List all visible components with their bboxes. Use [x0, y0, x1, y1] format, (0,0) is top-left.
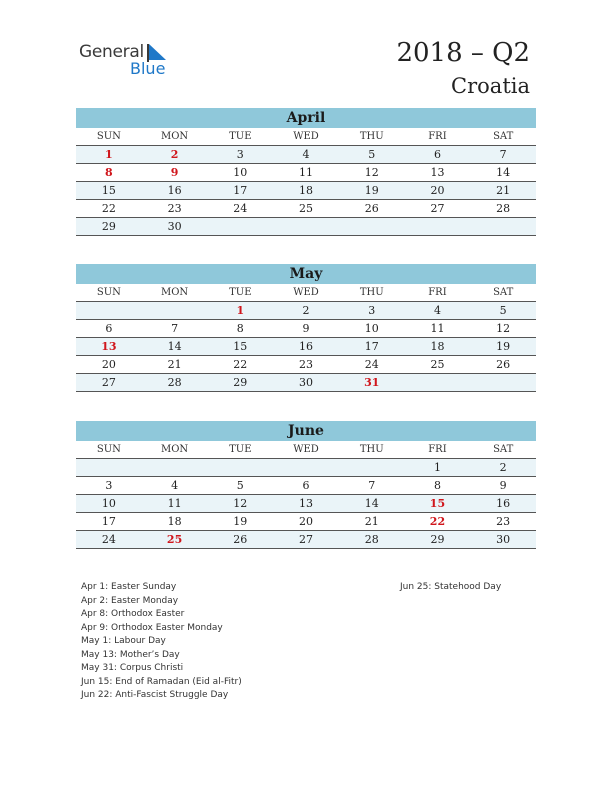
- day-cell: 3: [236, 148, 244, 161]
- day-cell: [207, 459, 273, 476]
- day-cell: 17: [364, 340, 379, 353]
- day-cell: 16: [496, 497, 511, 510]
- day-cell: [470, 218, 536, 235]
- weekday-label: TUE: [229, 131, 252, 142]
- day-cell: 18: [299, 184, 314, 197]
- holiday-day-cell: 15: [429, 497, 446, 510]
- month-title: April: [76, 108, 536, 128]
- day-cell: 2: [302, 304, 310, 317]
- holiday-note: May 13: Mother’s Day: [81, 649, 180, 660]
- day-cell: 19: [496, 340, 511, 353]
- week-row: [76, 200, 536, 218]
- day-cell: 12: [233, 497, 248, 510]
- weekday-header-row: [76, 128, 536, 146]
- day-cell: 24: [233, 202, 248, 215]
- day-cell: 27: [299, 533, 314, 546]
- week-row: [76, 477, 536, 495]
- day-cell: 27: [101, 376, 116, 389]
- day-cell: 14: [364, 497, 379, 510]
- day-cell: [207, 218, 273, 235]
- weekday-header-row: [76, 441, 536, 459]
- day-cell: 28: [167, 376, 182, 389]
- day-cell: 15: [101, 184, 116, 197]
- day-cell: 1: [433, 461, 441, 474]
- week-row: [76, 164, 536, 182]
- day-cell: 11: [167, 497, 182, 510]
- month-april: [76, 108, 536, 236]
- day-cell: [142, 302, 208, 319]
- day-cell: 29: [233, 376, 248, 389]
- day-cell: 21: [364, 515, 379, 528]
- day-cell: 26: [233, 533, 248, 546]
- holiday-note: Jun 15: End of Ramadan (Eid al-Fitr): [81, 676, 242, 687]
- holiday-note: Apr 1: Easter Sunday: [81, 582, 177, 592]
- day-cell: [470, 374, 536, 391]
- day-cell: 20: [430, 184, 445, 197]
- day-cell: 10: [233, 166, 248, 179]
- day-cell: [339, 459, 405, 476]
- week-row: [76, 338, 536, 356]
- holiday-note: Jun 22: Anti-Fascist Struggle Day: [81, 690, 229, 700]
- day-cell: 30: [299, 376, 314, 389]
- day-cell: 11: [299, 166, 314, 179]
- day-cell: 22: [233, 358, 248, 371]
- week-row: [76, 356, 536, 374]
- day-cell: 6: [433, 148, 441, 161]
- weekday-label: MON: [160, 444, 189, 455]
- day-cell: 21: [167, 358, 182, 371]
- day-cell: 14: [496, 166, 511, 179]
- holiday-note: Apr 2: Easter Monday: [81, 595, 179, 606]
- weekday-header-row: [76, 284, 536, 302]
- day-cell: 14: [167, 340, 182, 353]
- holiday-day-cell: 31: [364, 376, 380, 389]
- day-cell: 3: [368, 304, 376, 317]
- day-cell: 25: [430, 358, 445, 371]
- day-cell: 19: [364, 184, 379, 197]
- week-row: [76, 302, 536, 320]
- weekday-label: TUE: [229, 444, 252, 455]
- weekday-label: TUE: [229, 287, 252, 298]
- weekday-label: WED: [293, 287, 319, 298]
- week-rows: [76, 302, 536, 392]
- week-row: [76, 531, 536, 549]
- day-cell: [405, 218, 471, 235]
- weekday-label: MON: [160, 131, 189, 142]
- day-cell: 16: [167, 184, 182, 197]
- day-cell: 18: [430, 340, 445, 353]
- weekday-label: MON: [160, 287, 189, 298]
- day-cell: 5: [368, 148, 376, 161]
- week-row: [76, 146, 536, 164]
- holiday-day-cell: 1: [236, 304, 245, 317]
- week-row: [76, 459, 536, 477]
- day-cell: 10: [101, 497, 116, 510]
- day-cell: 4: [433, 304, 441, 317]
- day-cell: [273, 218, 339, 235]
- holiday-note: Apr 8: Orthodox Easter: [81, 609, 185, 619]
- holiday-day-cell: 13: [101, 340, 117, 353]
- day-cell: [142, 459, 208, 476]
- day-cell: 12: [496, 322, 511, 335]
- day-cell: [76, 459, 142, 476]
- holiday-note: May 31: Corpus Christi: [81, 663, 184, 673]
- weekday-label: SUN: [96, 287, 121, 298]
- day-cell: 17: [233, 184, 248, 197]
- day-cell: 4: [302, 148, 310, 161]
- day-cell: 19: [233, 515, 248, 528]
- day-cell: 9: [302, 322, 310, 335]
- day-cell: 13: [430, 166, 445, 179]
- day-cell: 23: [496, 515, 511, 528]
- day-cell: 16: [299, 340, 314, 353]
- weekday-label: FRI: [428, 444, 447, 455]
- weekday-label: SAT: [493, 444, 514, 455]
- month-title: May: [76, 264, 536, 284]
- day-cell: 27: [430, 202, 445, 215]
- day-cell: 7: [499, 148, 507, 161]
- day-cell: 26: [496, 358, 511, 371]
- day-cell: 7: [171, 322, 179, 335]
- day-cell: 30: [167, 220, 182, 233]
- weekday-label: SAT: [493, 287, 514, 298]
- day-cell: 20: [299, 515, 314, 528]
- day-cell: 15: [233, 340, 248, 353]
- weekday-label: SAT: [493, 131, 514, 142]
- weekday-label: SUN: [96, 131, 121, 142]
- day-cell: 20: [101, 358, 116, 371]
- week-row: [76, 374, 536, 392]
- week-row: [76, 320, 536, 338]
- day-cell: 2: [499, 461, 507, 474]
- logo-word-blue: Blue: [130, 59, 166, 78]
- day-cell: 23: [299, 358, 314, 371]
- weekday-label: THU: [359, 444, 384, 455]
- day-cell: [76, 302, 142, 319]
- day-cell: 11: [430, 322, 445, 335]
- day-cell: 3: [105, 479, 113, 492]
- day-cell: 29: [430, 533, 445, 546]
- holiday-note: May 1: Labour Day: [81, 636, 166, 646]
- month-title: June: [76, 421, 536, 441]
- day-cell: 23: [167, 202, 182, 215]
- week-row: [76, 513, 536, 531]
- holiday-list-right: [400, 581, 501, 595]
- day-cell: 28: [496, 202, 511, 215]
- day-cell: [339, 218, 405, 235]
- day-cell: [405, 374, 471, 391]
- day-cell: 5: [236, 479, 244, 492]
- day-cell: 6: [302, 479, 310, 492]
- holiday-list-left: [81, 581, 242, 703]
- day-cell: 17: [101, 515, 116, 528]
- logo: [79, 42, 179, 78]
- weekday-label: THU: [359, 131, 384, 142]
- weekday-label: WED: [293, 131, 319, 142]
- holiday-day-cell: 8: [105, 166, 113, 179]
- day-cell: 5: [499, 304, 507, 317]
- week-row: [76, 218, 536, 236]
- day-cell: 10: [364, 322, 379, 335]
- weekday-label: SUN: [96, 444, 121, 455]
- holiday-day-cell: 9: [170, 166, 179, 179]
- weekday-label: THU: [359, 287, 384, 298]
- page-title: 2018 – Q2: [396, 38, 530, 68]
- day-cell: 24: [101, 533, 116, 546]
- day-cell: 21: [496, 184, 511, 197]
- day-cell: 29: [101, 220, 116, 233]
- week-rows: [76, 146, 536, 236]
- day-cell: 28: [364, 533, 379, 546]
- day-cell: 13: [299, 497, 314, 510]
- day-cell: 25: [299, 202, 314, 215]
- week-rows: [76, 459, 536, 549]
- holiday-note: Apr 9: Orthodox Easter Monday: [81, 622, 223, 633]
- day-cell: 6: [105, 322, 113, 335]
- holiday-day-cell: 1: [105, 148, 113, 161]
- month-may: [76, 264, 536, 392]
- day-cell: [273, 459, 339, 476]
- day-cell: 7: [368, 479, 376, 492]
- holiday-note: Jun 25: Statehood Day: [400, 582, 502, 592]
- holiday-day-cell: 22: [429, 515, 446, 528]
- logo-word-general: General: [79, 42, 144, 62]
- week-row: [76, 182, 536, 200]
- day-cell: 26: [364, 202, 379, 215]
- month-june: [76, 421, 536, 549]
- day-cell: 12: [364, 166, 379, 179]
- week-row: [76, 495, 536, 513]
- weekday-label: FRI: [428, 131, 447, 142]
- holiday-day-cell: 2: [170, 148, 179, 161]
- day-cell: 22: [101, 202, 116, 215]
- holiday-day-cell: 25: [166, 533, 183, 546]
- country-name: Croatia: [451, 74, 530, 98]
- day-cell: 8: [236, 322, 244, 335]
- day-cell: 30: [496, 533, 511, 546]
- day-cell: 9: [499, 479, 507, 492]
- day-cell: 18: [167, 515, 182, 528]
- day-cell: 24: [364, 358, 379, 371]
- weekday-label: WED: [293, 444, 319, 455]
- weekday-label: FRI: [428, 287, 447, 298]
- day-cell: 8: [433, 479, 441, 492]
- day-cell: 4: [171, 479, 179, 492]
